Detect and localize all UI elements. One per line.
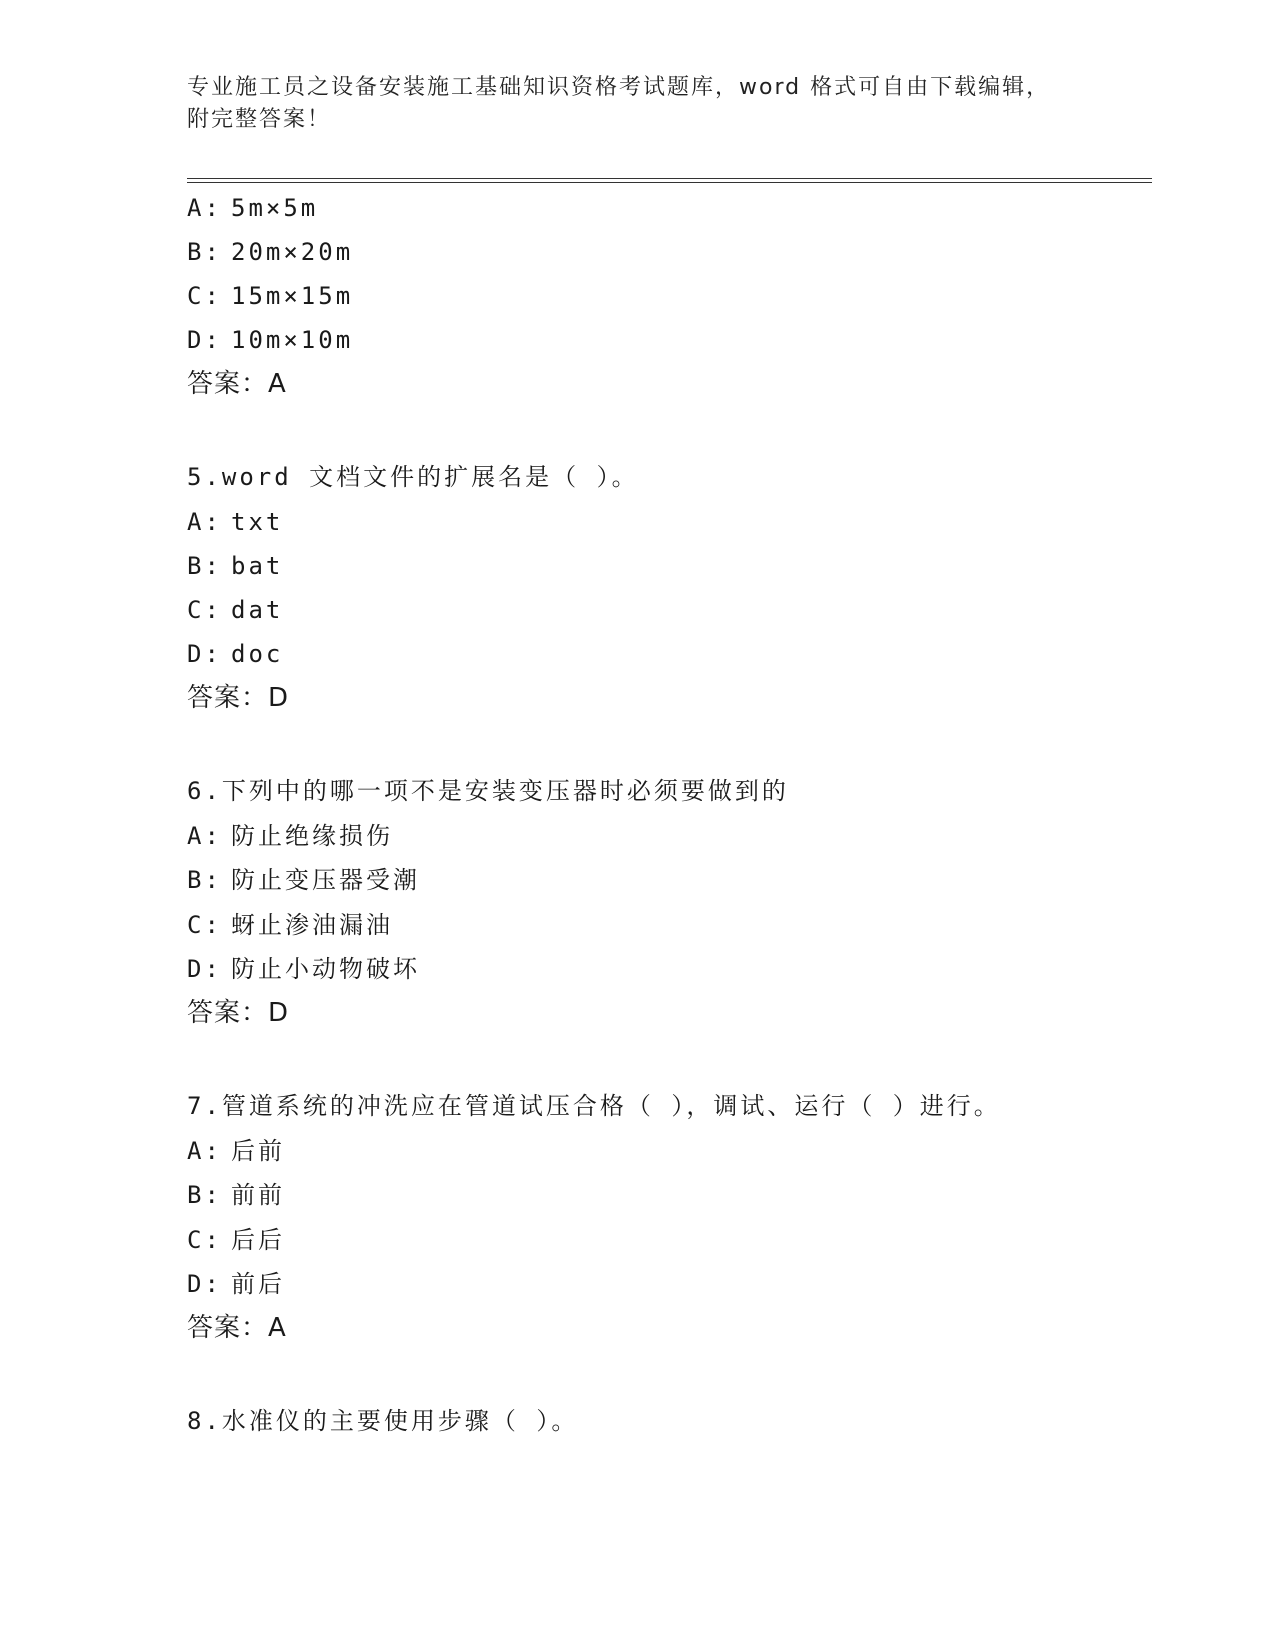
q4-option-a: A: 5m×5m <box>187 194 319 222</box>
q7-option-a: A: 后前 <box>187 1137 285 1165</box>
q5-option-d: D: doc <box>187 640 284 668</box>
q6-question: 6.下列中的哪一项不是安装变压器时必须要做到的 <box>187 777 789 805</box>
header-title-line-2: 附完整答案！ <box>187 107 332 132</box>
q4-option-b: B: 20m×20m <box>187 238 354 266</box>
document-header <box>187 72 1067 136</box>
q4-option-d: D: 10m×10m <box>187 326 354 354</box>
q6-option-d: D: 防止小动物破坏 <box>187 955 420 983</box>
q5-option-c: C: dat <box>187 596 284 624</box>
q5-option-a: A: txt <box>187 508 284 536</box>
q5-question: 5.word 文档文件的扩展名是（ ）。 <box>187 463 639 491</box>
q7-answer: 答案：A <box>187 1313 287 1343</box>
q7-option-c: C: 后后 <box>187 1226 285 1254</box>
q7-question: 7.管道系统的冲洗应在管道试压合格（ ），调试、运行（ ）进行。 <box>187 1092 1001 1120</box>
q5-answer: 答案：D <box>187 683 290 713</box>
q6-answer: 答案：D <box>187 998 290 1028</box>
q5-option-b: B: bat <box>187 552 284 580</box>
header-divider <box>187 178 1152 183</box>
q7-option-b: B: 前前 <box>187 1181 285 1209</box>
q4-option-c: C: 15m×15m <box>187 282 354 310</box>
header-title-line-1: 专业施工员之设备安装施工基础知识资格考试题库，word 格式可自由下载编辑， <box>187 75 1051 100</box>
q8-question: 8.水准仪的主要使用步骤（ ）。 <box>187 1407 579 1435</box>
q4-answer: 答案：A <box>187 369 287 399</box>
q6-option-c: C: 蚜止渗油漏油 <box>187 911 393 939</box>
q7-option-d: D: 前后 <box>187 1270 285 1298</box>
q6-option-a: A: 防止绝缘损伤 <box>187 822 393 850</box>
q6-option-b: B: 防止变压器受潮 <box>187 866 420 894</box>
